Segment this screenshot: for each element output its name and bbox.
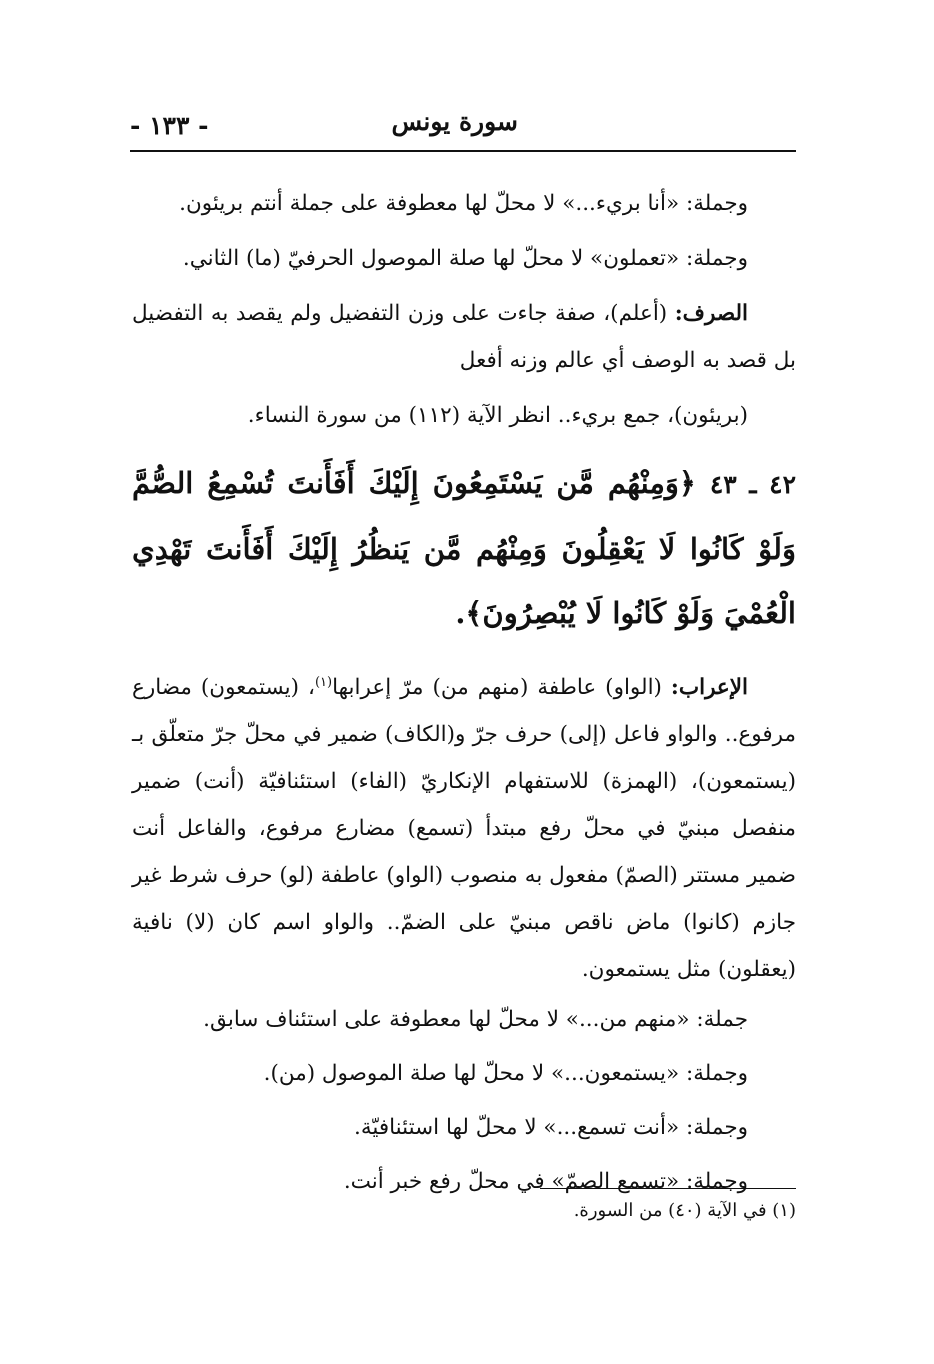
quran-verse-block [132,451,796,645]
paragraph-jumla-bari: وجملة: «أنا بريء...» لا محلّ لها معطوفة على جملة أنتم بريئون. [179,191,748,216]
footnote-reference: (١) [314,675,333,690]
sentence-jumla-2: وجملة: «يستمعون...» لا محلّ لها صلة الموصول (من). [263,1061,748,1087]
sentence-jumla-3: وجملة: «أنت تسمع...» لا محلّ لها استئنافيّة. [354,1115,748,1141]
paragraph-bariuun: (بريئون)، جمع بريء.. انظر الآية (١١٢) من سورة النساء. [247,403,748,428]
page-body [132,180,796,1209]
footnote-divider [540,1188,796,1189]
paragraph-jumla-taamaloon: وجملة: «تعملون» لا محلّ لها صلة الموصول الحرفيّ (ما) الثاني. [182,246,748,271]
irab-text-2: ، (يستمعون) مضارع مرفوع.. والواو فاعل (إلى) حرف جرّ و(الكاف) ضمير في محلّ جرّ متعلّق بـ (يستمعون)، (الهمزة) للاستفهام الإنكاريّ (الفاء) استئنافيّة (أنت) ضمير منفصل مبنيّ في محلّ رفع مبتدأ (تسمع) مضارع مرفوع، والفاعل أنت ضمير مستتر (الصمّ) مفعول به منصوب (الواو) عاطفة (لو) حرف شرط غير جازم (كانوا) ماض ناقص مبنيّ على الضمّ.. والواو اسم كان (لا) نافية (يعقلون) مثل يستمعون. [132,675,796,983]
verse-text: ﴿وَمِنْهُم مَّن يَسْتَمِعُونَ إِلَيْكَ أَفَأَنتَ تُسْمِعُ الصُّمَّ وَلَوْ كَانُوا لَا يَعْقِلُونَ وَمِنْهُم مَّن يَنظُرُ إِلَيْكَ أَفَأَنتَ تَهْدِي الْعُمْيَ وَلَوْ كَانُوا لَا يُبْصِرُونَ﴾. [132,466,796,630]
irab-label: الإعراب: [670,675,748,701]
paragraph-sarf [132,290,796,384]
verse-number: ٤٢ ـ ٤٣ [709,470,796,499]
irab-text-1: (الواو) عاطفة (منهم من) مرّ إعرابها [332,675,671,701]
sentence-jumla-1: جملة: «منهم من...» لا محلّ لها معطوفة على استئناف سابق. [203,1007,748,1033]
sarf-label: الصرف: [674,301,748,326]
footnote: (١) في الآية (٤٠) من السورة. [573,1200,796,1221]
surah-title: سورة يونس [391,107,518,136]
page-number: - ١٣٣ - [130,111,209,140]
sarf-text: (أعلم)، صفة جاءت على وزن التفضيل ولم يقصد به التفضيل بل قصد به الوصف أي عالم وزنه أفعل [132,301,796,373]
paragraph-irab [132,659,796,993]
page-header [130,102,796,152]
sentence-jumla-4: وجملة: «تسمع الصمّ» في محلّ رفع خبر أنت. [343,1169,748,1195]
